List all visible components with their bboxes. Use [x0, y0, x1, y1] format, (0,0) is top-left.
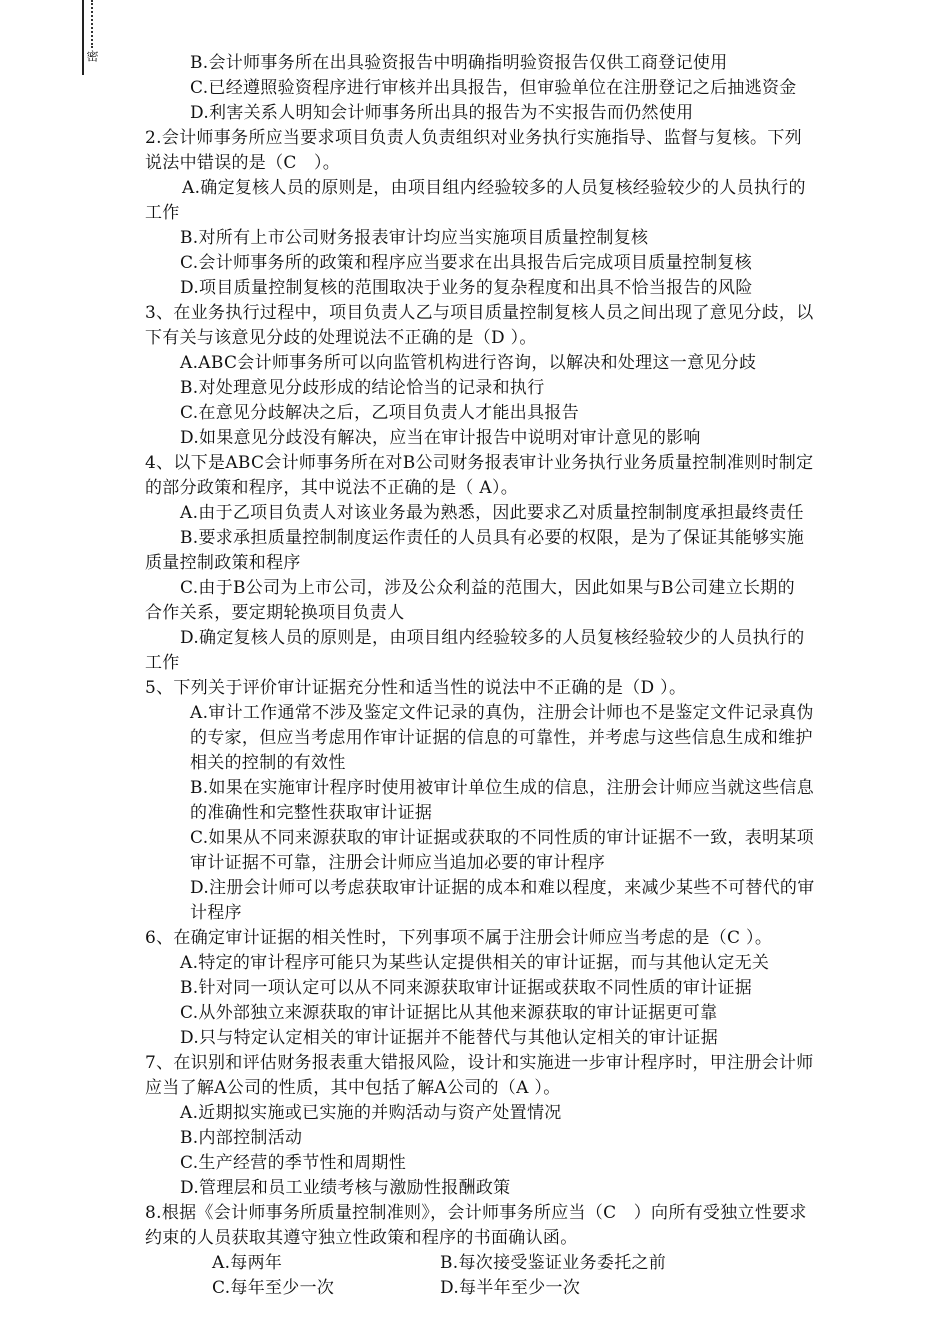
text-line: 应当了解A公司的性质，其中包括了解A公司的（A ）。: [145, 1078, 561, 1098]
text-line: C.会计师事务所的政策和程序应当要求在出具报告后完成项目质量控制复核: [180, 253, 753, 273]
text-line: C.每年至少一次: [212, 1278, 335, 1298]
text-line: B.会计师事务所在出具验资报告中明确指明验资报告仅供工商登记使用: [190, 53, 728, 73]
text-line: B.每次接受鉴证业务委托之前: [440, 1253, 667, 1273]
text-line: 下有关与该意见分歧的处理说法不正确的是（D ）。: [145, 328, 537, 348]
text-line: C.如果从不同来源获取的审计证据或获取的不同性质的审计证据不一致，表明某项: [190, 828, 814, 848]
text-line: 质量控制政策和程序: [145, 553, 301, 573]
text-line: D.利害关系人明知会计师事务所出具的报告为不实报告而仍然使用: [190, 103, 694, 123]
text-line: B.内部控制活动: [180, 1128, 303, 1148]
binding-margin-label: 密: [85, 50, 99, 62]
text-line: 8.根据《会计师事务所质量控制准则》，会计师事务所应当（C ）向所有受独立性要求: [145, 1203, 807, 1223]
text-line: C.生产经营的季节性和周期性: [180, 1153, 407, 1173]
text-line: C.由于B公司为上市公司，涉及公众利益的范围大，因此如果与B公司建立长期的: [180, 578, 795, 598]
text-line: 4、以下是ABC会计师事务所在对B公司财务报表审计业务执行业务质量控制准则时制定: [145, 453, 814, 473]
text-line: 审计证据不可靠，注册会计师应当追加必要的审计程序: [190, 853, 606, 873]
text-line: C.在意见分歧解决之后，乙项目负责人才能出具报告: [180, 403, 580, 423]
text-line: D.如果意见分歧没有解决，应当在审计报告中说明对审计意见的影响: [180, 428, 701, 448]
text-line: 合作关系，要定期轮换项目负责人: [145, 603, 405, 623]
text-line: 6、在确定审计证据的相关性时，下列事项不属于注册会计师应当考虑的是（C ）。: [145, 928, 773, 948]
text-line: B.针对同一项认定可以从不同来源获取审计证据或获取不同性质的审计证据: [180, 978, 753, 998]
text-line: D.注册会计师可以考虑获取审计证据的成本和难以程度，来减少某些不可替代的审: [190, 878, 815, 898]
text-line: A.ABC会计师事务所可以向监管机构进行咨询，以解决和处理这一意见分歧: [180, 353, 757, 373]
text-line: 3、在业务执行过程中，项目负责人乙与项目质量控制复核人员之间出现了意见分歧，以: [145, 303, 814, 323]
text-line: A.近期拟实施或已实施的并购活动与资产处置情况: [180, 1103, 562, 1123]
text-line: B.要求承担质量控制制度运作责任的人员具有必要的权限，是为了保证其能够实施: [180, 528, 804, 548]
text-line: C.从外部独立来源获取的审计证据比从其他来源获取的审计证据更可靠: [180, 1003, 718, 1023]
text-line: C.已经遵照验资程序进行审核并出具报告，但审验单位在注册登记之后抽逃资金: [190, 78, 797, 98]
binding-margin-dots: [91, 0, 93, 48]
text-line: D.项目质量控制复核的范围取决于业务的复杂程度和出具不恰当报告的风险: [180, 278, 753, 298]
text-line: D.每半年至少一次: [440, 1278, 581, 1298]
text-line: 工作: [145, 203, 180, 223]
text-line: 的部分政策和程序，其中说法不正确的是（ A）。: [145, 478, 519, 498]
text-line: B.如果在实施审计程序时使用被审计单位生成的信息，注册会计师应当就这些信息: [190, 778, 814, 798]
text-line: B.对所有上市公司财务报表审计均应当实施项目质量控制复核: [180, 228, 649, 248]
text-line: 的准确性和完整性获取审计证据: [190, 803, 433, 823]
text-line: 7、在识别和评估财务报表重大错报风险，设计和实施进一步审计程序时，甲注册会计师: [145, 1053, 814, 1073]
text-line: D.管理层和员工业绩考核与激励性报酬政策: [180, 1178, 511, 1198]
text-line: 相关的控制的有效性: [190, 753, 346, 773]
text-line: A.特定的审计程序可能只为某些认定提供相关的审计证据，而与其他认定无关: [180, 953, 770, 973]
text-line: D.只与特定认定相关的审计证据并不能替代与其他认定相关的审计证据: [180, 1028, 719, 1048]
text-line: 的专家，但应当考虑用作审计证据的信息的可靠性，并考虑与这些信息生成和维护: [190, 728, 813, 748]
text-line: 工作: [145, 653, 180, 673]
text-line: A.确定复核人员的原则是，由项目组内经验较多的人员复核经验较少的人员执行的: [182, 178, 806, 198]
text-line: A.审计工作通常不涉及鉴定文件记录的真伪，注册会计师也不是鉴定文件记录真伪: [190, 703, 814, 723]
text-line: A.每两年: [212, 1253, 283, 1273]
text-line: 计程序: [190, 903, 242, 923]
text-line: 5、下列关于评价审计证据充分性和适当性的说法中不正确的是（D ）。: [145, 678, 687, 698]
text-line: 说法中错误的是（C ）。: [145, 153, 341, 173]
text-line: D.确定复核人员的原则是，由项目组内经验较多的人员复核经验较少的人员执行的: [180, 628, 805, 648]
text-line: B.对处理意见分歧形成的结论恰当的记录和执行: [180, 378, 545, 398]
text-line: 2.会计师事务所应当要求项目负责人负责组织对业务执行实施指导、监督与复核。下列: [145, 128, 802, 148]
text-line: 约束的人员获取其遵守独立性政策和程序的书面确认函。: [145, 1228, 578, 1248]
binding-margin-line: [82, 0, 84, 75]
text-line: A.由于乙项目负责人对该业务最为熟悉，因此要求乙对质量控制制度承担最终责任: [180, 503, 804, 523]
